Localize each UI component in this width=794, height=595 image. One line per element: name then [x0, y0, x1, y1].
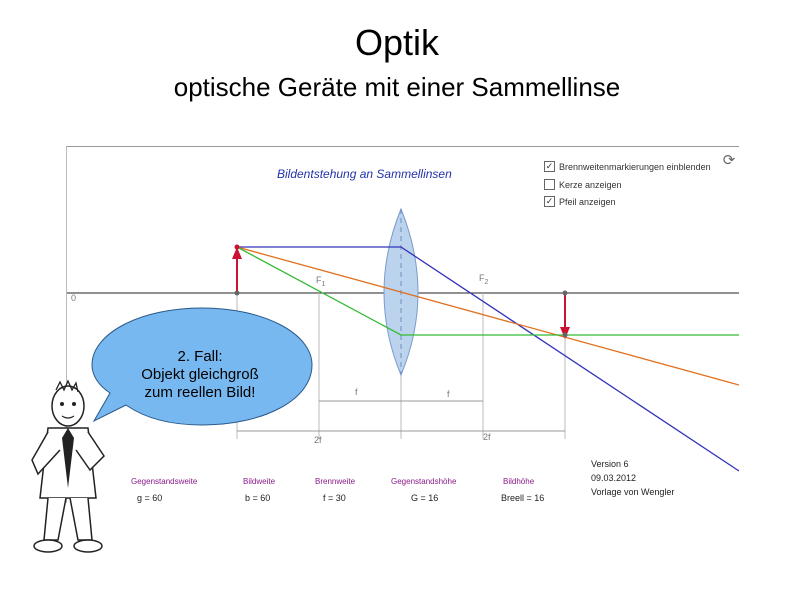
- image-base-point: [563, 291, 568, 296]
- date-text: 09.03.2012: [591, 473, 637, 483]
- object-distance-value[interactable]: g = 60: [137, 493, 163, 503]
- f1-subscript: 1: [321, 280, 326, 288]
- image-height-label: Bildhöhe: [503, 477, 535, 486]
- object-height-value[interactable]: G = 16: [411, 493, 439, 503]
- checkbox-focal-markers[interactable]: ✓: [545, 161, 554, 171]
- image-distance-value[interactable]: b = 60: [245, 493, 271, 503]
- f2-label: [479, 273, 488, 286]
- applet-title: Bildentstehung an Sammellinsen: [277, 167, 452, 181]
- option-arrow[interactable]: [544, 196, 616, 207]
- slide-subtitle: optische Geräte mit einer Sammellinse: [173, 72, 621, 102]
- option-candle[interactable]: [544, 179, 622, 190]
- slide-title: Optik: [354, 22, 440, 63]
- focal-length-value[interactable]: f = 30: [323, 493, 346, 503]
- image-height-value: Breell = 16: [501, 493, 545, 503]
- object-base-point: [235, 291, 240, 296]
- option-focal-markers[interactable]: [544, 161, 711, 172]
- object-height-label: Gegenstandshöhe: [391, 477, 457, 486]
- option-arrow-label: Pfeil anzeigen: [559, 196, 616, 207]
- speech-bubble-text: [100, 348, 300, 402]
- speech-line-3: zum reellen Bild!: [144, 384, 256, 401]
- cartoon-person: [18, 378, 128, 558]
- object-distance-label: Gegenstandsweite: [131, 477, 198, 486]
- f-right-label: f: [447, 389, 450, 399]
- twof-left-label: 2f: [314, 435, 322, 445]
- object-point: [235, 245, 240, 250]
- checkbox-arrow[interactable]: ✓: [545, 196, 554, 206]
- version-text: Version 6: [591, 459, 629, 469]
- twof-right-label: 2f: [483, 432, 491, 442]
- image-point: [563, 333, 568, 338]
- focal-length-label: Brennweite: [315, 477, 356, 486]
- option-candle-label: Kerze anzeigen: [559, 179, 622, 190]
- axis-origin-label: 0: [71, 293, 77, 303]
- f1-label: [316, 275, 325, 288]
- f-left-label: f: [355, 387, 358, 397]
- checkbox-candle[interactable]: [544, 179, 555, 190]
- source-text: Vorlage von Wengler: [591, 487, 675, 497]
- f2-subscript: 2: [484, 278, 489, 286]
- speech-line-1: 2. Fall:: [177, 348, 223, 365]
- person-head: [52, 386, 84, 426]
- speech-line-2: Objekt gleichgroß: [141, 366, 259, 383]
- f2-letter: F: [479, 273, 485, 283]
- option-focal-markers-label: Brennweitenmarkierungen einblenden: [559, 161, 711, 172]
- image-distance-label: Bildweite: [243, 477, 276, 486]
- refresh-icon[interactable]: ⟳: [722, 152, 736, 169]
- f1-letter: F: [316, 275, 322, 285]
